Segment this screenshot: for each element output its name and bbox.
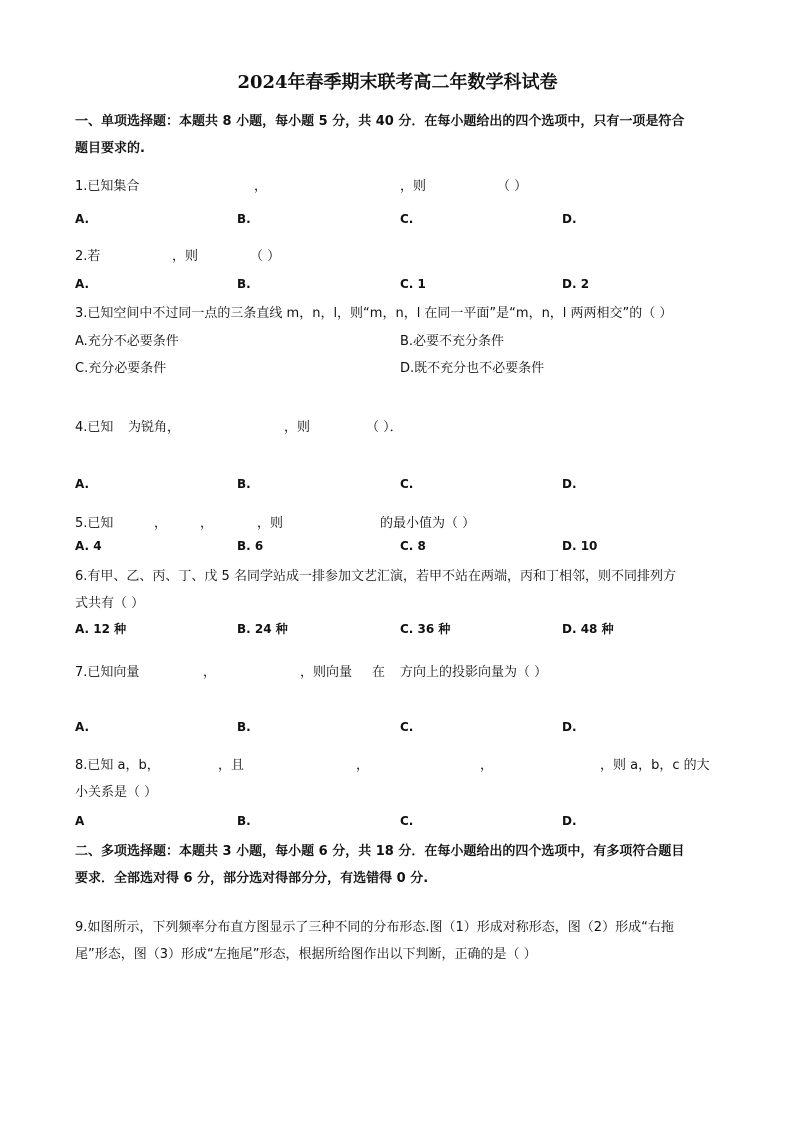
q5-option-c[interactable]: C. 8	[400, 539, 426, 553]
q8-stem-e: ，则 a，b，c 的大	[600, 758, 710, 773]
q7-option-b[interactable]: B.	[237, 720, 251, 734]
q4-stem-a: 4.已知	[75, 420, 114, 435]
page-title: 2024年春季期末联考高二年数学科试卷	[237, 72, 558, 93]
q8-option-c[interactable]: C.	[400, 814, 414, 828]
q3-option-a[interactable]: A.充分不必要条件	[75, 334, 179, 349]
q5-option-a[interactable]: A. 4	[75, 539, 102, 553]
q6-option-b[interactable]: B. 24 种	[237, 622, 288, 636]
q5-stem-b: ，	[154, 516, 168, 531]
q7-option-c[interactable]: C.	[400, 720, 414, 734]
q5-stem-c: ，	[200, 516, 214, 531]
q8-option-d[interactable]: D.	[562, 814, 577, 828]
q5-stem-a: 5.已知	[75, 516, 114, 531]
q2-stem-a: 2.若	[75, 249, 101, 264]
q1-stem-b: ，	[254, 179, 268, 194]
q4-stem-c: ，则	[284, 420, 311, 435]
section-heading-2-line2: 要求．全部选对得 6 分，部分选对得部分分，有选错得 0 分.	[75, 871, 429, 886]
q2-option-a[interactable]: A.	[75, 277, 90, 291]
q1-stem-c: ，则	[400, 179, 427, 194]
q1-option-c[interactable]: C.	[400, 212, 414, 226]
q5-option-d[interactable]: D. 10	[562, 539, 598, 553]
q8-stem-d: ，	[480, 758, 494, 773]
q4-option-b[interactable]: B.	[237, 477, 251, 491]
q6-option-c[interactable]: C. 36 种	[400, 622, 451, 636]
q8-stem-line2: 小关系是（ ）	[75, 785, 158, 800]
q2-option-b[interactable]: B.	[237, 277, 251, 291]
q8-stem-a: 8.已知 a，b，	[75, 758, 160, 773]
q1-option-d[interactable]: D.	[562, 212, 577, 226]
q1-option-a[interactable]: A.	[75, 212, 90, 226]
q4-option-c[interactable]: C.	[400, 477, 414, 491]
q5-stem-e: 的最小值为（ ）	[380, 516, 476, 531]
q7-option-d[interactable]: D.	[562, 720, 577, 734]
section-heading-1-line2: 题目要求的.	[75, 141, 145, 156]
q4-option-d[interactable]: D.	[562, 477, 577, 491]
q8-option-a[interactable]: A	[75, 814, 85, 828]
q4-stem-b: 为锐角，	[128, 420, 181, 435]
q8-option-b[interactable]: B.	[237, 814, 251, 828]
q7-stem-c: ，则向量	[300, 665, 353, 680]
q1-stem-a: 1.已知集合	[75, 179, 140, 194]
q2-stem-c: （ ）	[250, 249, 281, 264]
q1-option-b[interactable]: B.	[237, 212, 251, 226]
q8-stem-c: ，	[356, 758, 370, 773]
q8-stem-b: ，且	[218, 758, 245, 773]
section-heading-1-line1: 一、单项选择题：本题共 8 小题，每小题 5 分，共 40 分．在每小题给出的四个选项中，只有一项是符合	[75, 114, 685, 129]
q6-stem-line2: 式共有（ ）	[75, 596, 145, 611]
q4-stem-d: （ ）．	[366, 420, 403, 435]
q1-stem-d: （ ）	[497, 179, 528, 194]
q7-stem-e: 方向上的投影向量为（ ）	[400, 665, 548, 680]
q3-option-b[interactable]: B.必要不充分条件	[400, 334, 505, 349]
q6-option-a[interactable]: A. 12 种	[75, 622, 127, 636]
q9-stem-line1: 9.如图所示，下列频率分布直方图显示了三种不同的分布形态.图（1）形成对称形态，图（2）形成“右拖	[75, 920, 674, 935]
q2-option-c[interactable]: C. 1	[400, 277, 426, 291]
q7-stem-d: 在	[372, 665, 386, 680]
q3-option-d[interactable]: D.既不充分也不必要条件	[400, 361, 545, 376]
q7-stem-b: ，	[203, 665, 217, 680]
q2-option-d[interactable]: D. 2	[562, 277, 590, 291]
q3-stem: 3.已知空间中不过同一点的三条直线 m，n，l，则“m，n，l 在同一平面”是“m，n，l 两两相交”的（ ）	[75, 306, 673, 321]
q6-stem-line1: 6.有甲、乙、丙、丁、戊 5 名同学站成一排参加文艺汇演，若甲不站在两端，丙和丁相邻，则不同排列方	[75, 569, 676, 584]
q4-option-a[interactable]: A.	[75, 477, 90, 491]
q6-option-d[interactable]: D. 48 种	[562, 622, 614, 636]
q5-option-b[interactable]: B. 6	[237, 539, 264, 553]
q7-option-a[interactable]: A.	[75, 720, 90, 734]
q3-option-c[interactable]: C.充分必要条件	[75, 361, 167, 376]
q5-stem-d: ，则	[257, 516, 284, 531]
q2-stem-b: ，则	[172, 249, 199, 264]
q7-stem-a: 7.已知向量	[75, 665, 140, 680]
section-heading-2-line1: 二、多项选择题：本题共 3 小题，每小题 6 分，共 18 分．在每小题给出的四个选项中，有多项符合题目	[75, 844, 685, 859]
q9-stem-line2: 尾”形态，图（3）形成“左拖尾”形态，根据所给图作出以下判断，正确的是（ ）	[75, 947, 537, 962]
